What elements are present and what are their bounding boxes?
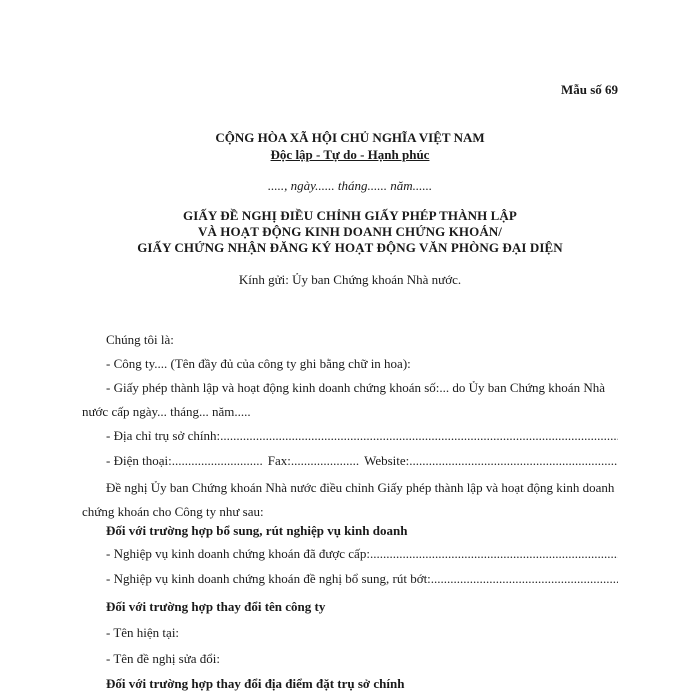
- fax-fill-dots: .....................: [290, 453, 360, 468]
- proposed-name-line: - Tên đề nghị sửa đổi:: [106, 651, 221, 666]
- intro-text: Chúng tôi là:: [106, 332, 174, 347]
- section-heading-name: Đối với trường hợp thay đổi tên công ty: [106, 599, 326, 614]
- website-label: Website:: [364, 453, 410, 468]
- nation-heading: CỘNG HÒA XÃ HỘI CHỦ NGHĨA VIỆT NAM: [215, 130, 485, 145]
- fax-label: Fax:: [267, 453, 291, 468]
- address-label: - Địa chỉ trụ sở chính:: [106, 428, 221, 443]
- section-heading-business: Đối với trường hợp bổ sung, rút nghiệp vụ kinh doanh: [106, 523, 408, 538]
- licensed-business-row: [82, 546, 618, 562]
- license-paragraph: - Giấy phép thành lập và hoạt động kinh doanh chứng khoán số:... do Ủy ban Chứng khoán Nhà nước cấp ngày... tháng... năm.....: [82, 380, 605, 419]
- title-line-3: GIẤY CHỨNG NHẬN ĐĂNG KÝ HOẠT ĐỘNG VĂN PHÒNG ĐẠI DIỆN: [137, 240, 563, 255]
- current-name-line: - Tên hiện tại:: [106, 625, 180, 640]
- licensed-business-label: - Nghiệp vụ kinh doanh chứng khoán đã được cấp:: [106, 546, 370, 561]
- licensed-business-dots: [370, 546, 618, 562]
- title-line-2: VÀ HOẠT ĐỘNG KINH DOANH CHỨNG KHOÁN/: [197, 224, 503, 239]
- title-line-1: GIẤY ĐỀ NGHỊ ĐIỀU CHỈNH GIẤY PHÉP THÀNH LẬP: [183, 208, 517, 223]
- address-row: [82, 428, 618, 444]
- request-paragraph: Đề nghị Ủy ban Chứng khoán Nhà nước điều chỉnh Giấy phép thành lập và hoạt động kinh doanh chứng khoán cho Công ty như sau:: [82, 480, 615, 519]
- phone-label: - Điện thoại:: [106, 453, 172, 468]
- section-heading-address: Đối với trường hợp thay đổi địa điểm đặt trụ sở chính: [106, 676, 405, 691]
- date-line: ....., ngày...... tháng...... năm......: [267, 178, 433, 193]
- company-line: - Công ty.... (Tên đầy đủ của công ty ghi bằng chữ in hoa):: [106, 356, 411, 371]
- phone-fill-dots: ............................: [171, 453, 263, 468]
- motto: [0, 147, 700, 163]
- requested-business-label: - Nghiệp vụ kinh doanh chứng khoán đề nghị bổ sung, rút bớt:: [106, 571, 431, 586]
- form-number: Mẫu số 69: [560, 82, 618, 97]
- contact-row: [82, 453, 618, 469]
- requested-business-dots: [431, 571, 618, 587]
- website-fill-dots: [409, 453, 618, 469]
- recipient-line: Kính gửi: Ủy ban Chứng khoán Nhà nước.: [238, 272, 462, 287]
- requested-business-row: [82, 571, 618, 587]
- motto-text: Độc lập - Tự do - Hạnh phúc: [270, 147, 430, 162]
- address-fill-dots: [220, 428, 618, 444]
